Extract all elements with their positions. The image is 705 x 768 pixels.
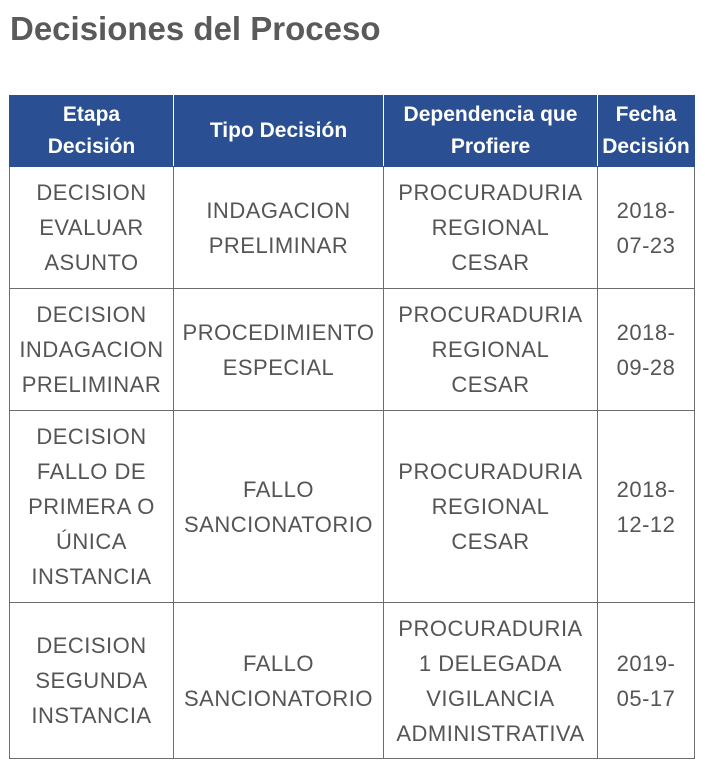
table-row: [10, 411, 695, 603]
table-row: [10, 603, 695, 759]
cell-fecha: 2018- 07-23: [598, 167, 695, 289]
cell-fecha: 2018- 09-28: [598, 289, 695, 411]
decisions-table: [9, 95, 695, 759]
cell-dependencia: PROCURADURIA 1 DELEGADA VIGILANCIA ADMINISTRATIVA: [384, 603, 598, 759]
cell-etapa: DECISION INDAGACION PRELIMINAR: [10, 289, 174, 411]
header-tipo-decision: Tipo Decisión: [174, 96, 384, 167]
cell-fecha: 2019- 05-17: [598, 603, 695, 759]
table-row: [10, 167, 695, 289]
cell-tipo: INDAGACION PRELIMINAR: [174, 167, 384, 289]
cell-dependencia: PROCURADURIA REGIONAL CESAR: [384, 289, 598, 411]
cell-tipo: PROCEDIMIENTO ESPECIAL: [174, 289, 384, 411]
header-dependencia: Dependencia que Profiere: [384, 96, 598, 167]
cell-dependencia: PROCURADURIA REGIONAL CESAR: [384, 411, 598, 603]
cell-etapa: DECISION SEGUNDA INSTANCIA: [10, 603, 174, 759]
table-header-row: [10, 96, 695, 167]
header-etapa-decision: Etapa Decisión: [10, 96, 174, 167]
cell-tipo: FALLO SANCIONATORIO: [174, 411, 384, 603]
table-row: [10, 289, 695, 411]
header-fecha-decision: Fecha Decisión: [598, 96, 695, 167]
cell-dependencia: PROCURADURIA REGIONAL CESAR: [384, 167, 598, 289]
page-title: Decisiones del Proceso: [10, 10, 381, 47]
cell-fecha: 2018- 12-12: [598, 411, 695, 603]
cell-etapa: DECISION EVALUAR ASUNTO: [10, 167, 174, 289]
cell-etapa: DECISION FALLO DE PRIMERA O ÚNICA INSTANCIA: [10, 411, 174, 603]
cell-tipo: FALLO SANCIONATORIO: [174, 603, 384, 759]
